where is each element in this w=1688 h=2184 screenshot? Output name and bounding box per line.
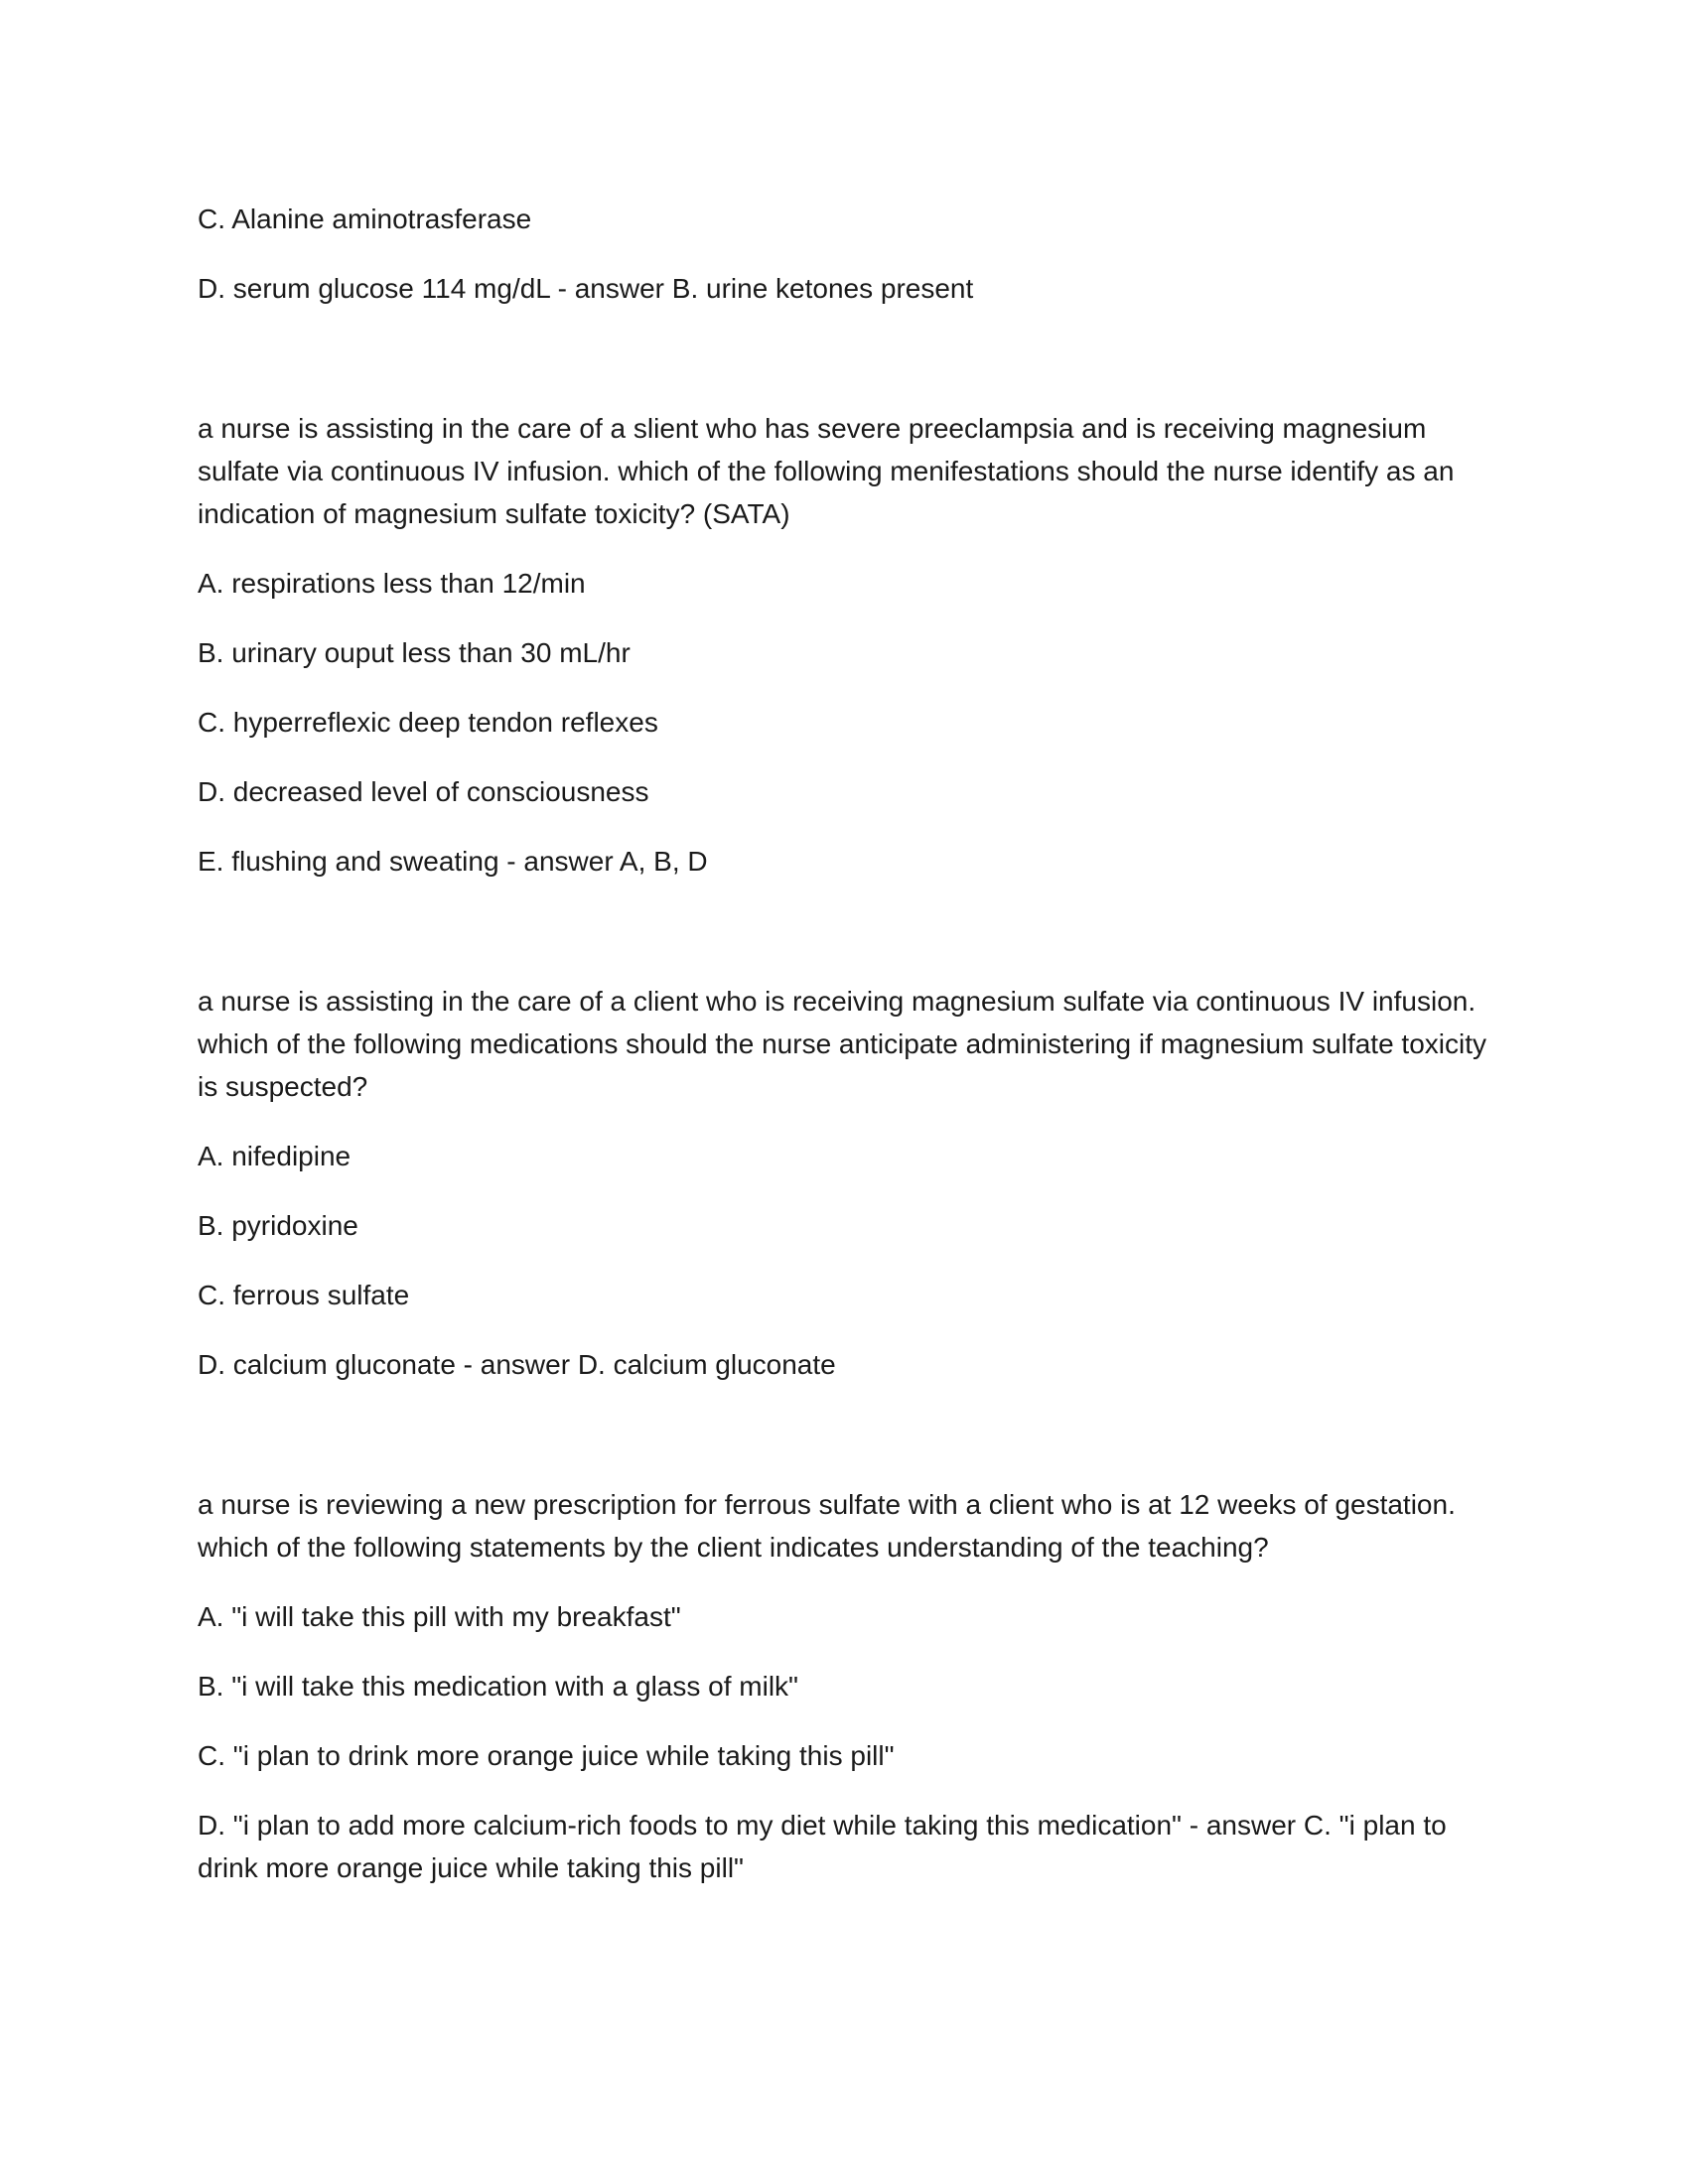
question-block-2 <box>198 980 1488 1386</box>
question-block-1 <box>198 407 1488 883</box>
option-answer-text: D. calcium gluconate - answer D. calcium gluconate <box>198 1349 836 1380</box>
option-text: A. respirations less than 12/min <box>198 568 586 599</box>
option-text: B. urinary ouput less than 30 mL/hr <box>198 637 631 668</box>
option-text: C. Alanine aminotrasferase <box>198 204 532 234</box>
option-answer-text: D. "i plan to add more calcium-rich foods to my diet while taking this medication" - answer C. "i plan to drink more orange juice while taking this pill" <box>198 1810 1447 1883</box>
option-answer-text: D. serum glucose 114 mg/dL - answer B. urine ketones present <box>198 273 974 304</box>
option-text: B. pyridoxine <box>198 1210 358 1241</box>
option-text: A. "i will take this pill with my breakfast" <box>198 1601 681 1632</box>
question-text: a nurse is assisting in the care of a slient who has severe preeclampsia and is receiving magnesium sulfate via continuous IV infusion. which of the following menifestations should the nurse identify as an indication of magnesium sulfate toxicity? (SATA) <box>198 413 1455 529</box>
option-text: B. "i will take this medication with a glass of milk" <box>198 1671 798 1702</box>
option-text: C. ferrous sulfate <box>198 1280 410 1310</box>
question-text: a nurse is assisting in the care of a client who is receiving magnesium sulfate via continuous IV infusion. which of the following medications should the nurse anticipate administering if magnesium sulfate toxicity is suspected? <box>198 986 1487 1102</box>
question-text: a nurse is reviewing a new prescription for ferrous sulfate with a client who is at 12 weeks of gestation. which of the following statements by the client indicates understanding of the teaching? <box>198 1489 1456 1563</box>
option-text: D. decreased level of consciousness <box>198 776 649 807</box>
question-block-0 <box>198 198 1488 310</box>
option-text: A. nifedipine <box>198 1141 352 1171</box>
question-block-3 <box>198 1483 1488 1889</box>
option-answer-text: E. flushing and sweating - answer A, B, D <box>198 846 708 877</box>
document-body <box>198 198 1488 1916</box>
option-text: C. "i plan to drink more orange juice while taking this pill" <box>198 1740 895 1771</box>
option-text: C. hyperreflexic deep tendon reflexes <box>198 707 658 738</box>
